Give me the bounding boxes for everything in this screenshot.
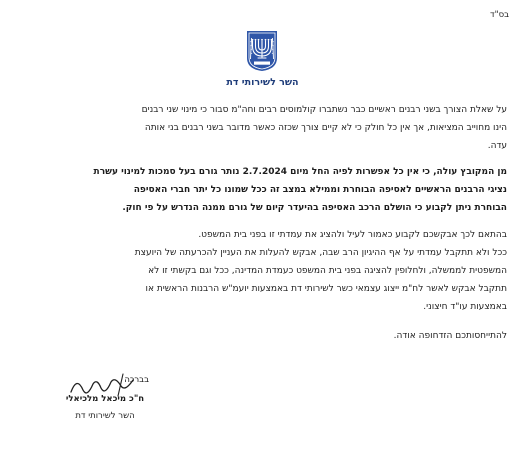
handwritten-signature [63,370,143,406]
bsd-mark: בס"ד [490,10,509,20]
paragraph-line: הינו מחוייב המציאות, אך אין כל חולק כי לא קיים צורך שכזה כאשר מדובר בשני רבנים בני אותה [144,123,507,133]
paragraph-conclusion-bold [29,163,507,217]
signature-block [55,372,155,425]
signature-greeting: בברכה [124,375,149,385]
paragraph-line: ככל ולא תתקבל עמדתי על אף ההיגיון הרב שבה, אבקש להעלות את העניין להכרעתה של היועצת [134,248,507,258]
paragraph-line: בהתאם לכך אבקשכם לקבוע כאמור לעיל ולהציג את עמדתי זו בפני בית המשפט. [198,230,507,240]
paragraph-line: באמצעות עו"ד חיצוני. [423,302,507,312]
signature-name: ח"כ מיכאל מלכיאלי [65,394,145,404]
paragraph-rabbis-need [29,101,507,155]
paragraph-line: תתקבל אבקש לאשר לח"מ ייצוג עצמאי כשר לשירותי דת באמצעות יועמ"ש הרבנות הראשית או [145,284,507,294]
minister-title: השר לשירותי דת [226,77,299,88]
paragraph-closing [29,327,507,345]
paragraph-line: מן המקובץ עולה, כי אין כל אפשרות לפיה החל מיום 2.7.2024 נותר גורם בעל סמכות למינוי עשרת [93,167,507,177]
paragraph-line: להתייחסותכם הזדחופה אודה. [393,331,507,341]
state-emblem-menorah-icon [245,30,279,72]
signature-role: השר לשירותי דת [75,411,135,421]
paragraph-line: על שאלת הצורך בשני רבנים ראשיים כבר נשתברו קולמוסים רבים וחה"מ סבור כי מינוי שני רבנים [141,105,507,115]
paragraph-line: המשפטית לממשלה, ולחלופין להציגה בפני בית המשפט כעמדת המדינה, ככל וגם בקשתי זו לא [148,266,507,276]
paragraph-request [29,226,507,316]
paragraph-line: הבוחרת ניתן לקבוע כי הושלם הרכב האסיפה בהיעדר קיום של גורם ממנה הנדרש על פי חוק. [122,203,507,213]
paragraph-line: עדה. [487,141,507,151]
paragraph-line: נציגי הרבנים הראשיים לאסיפה הבוחרת וממילא במצב זה ככל שמונו כל יתר חברי האסיפה [133,185,507,195]
